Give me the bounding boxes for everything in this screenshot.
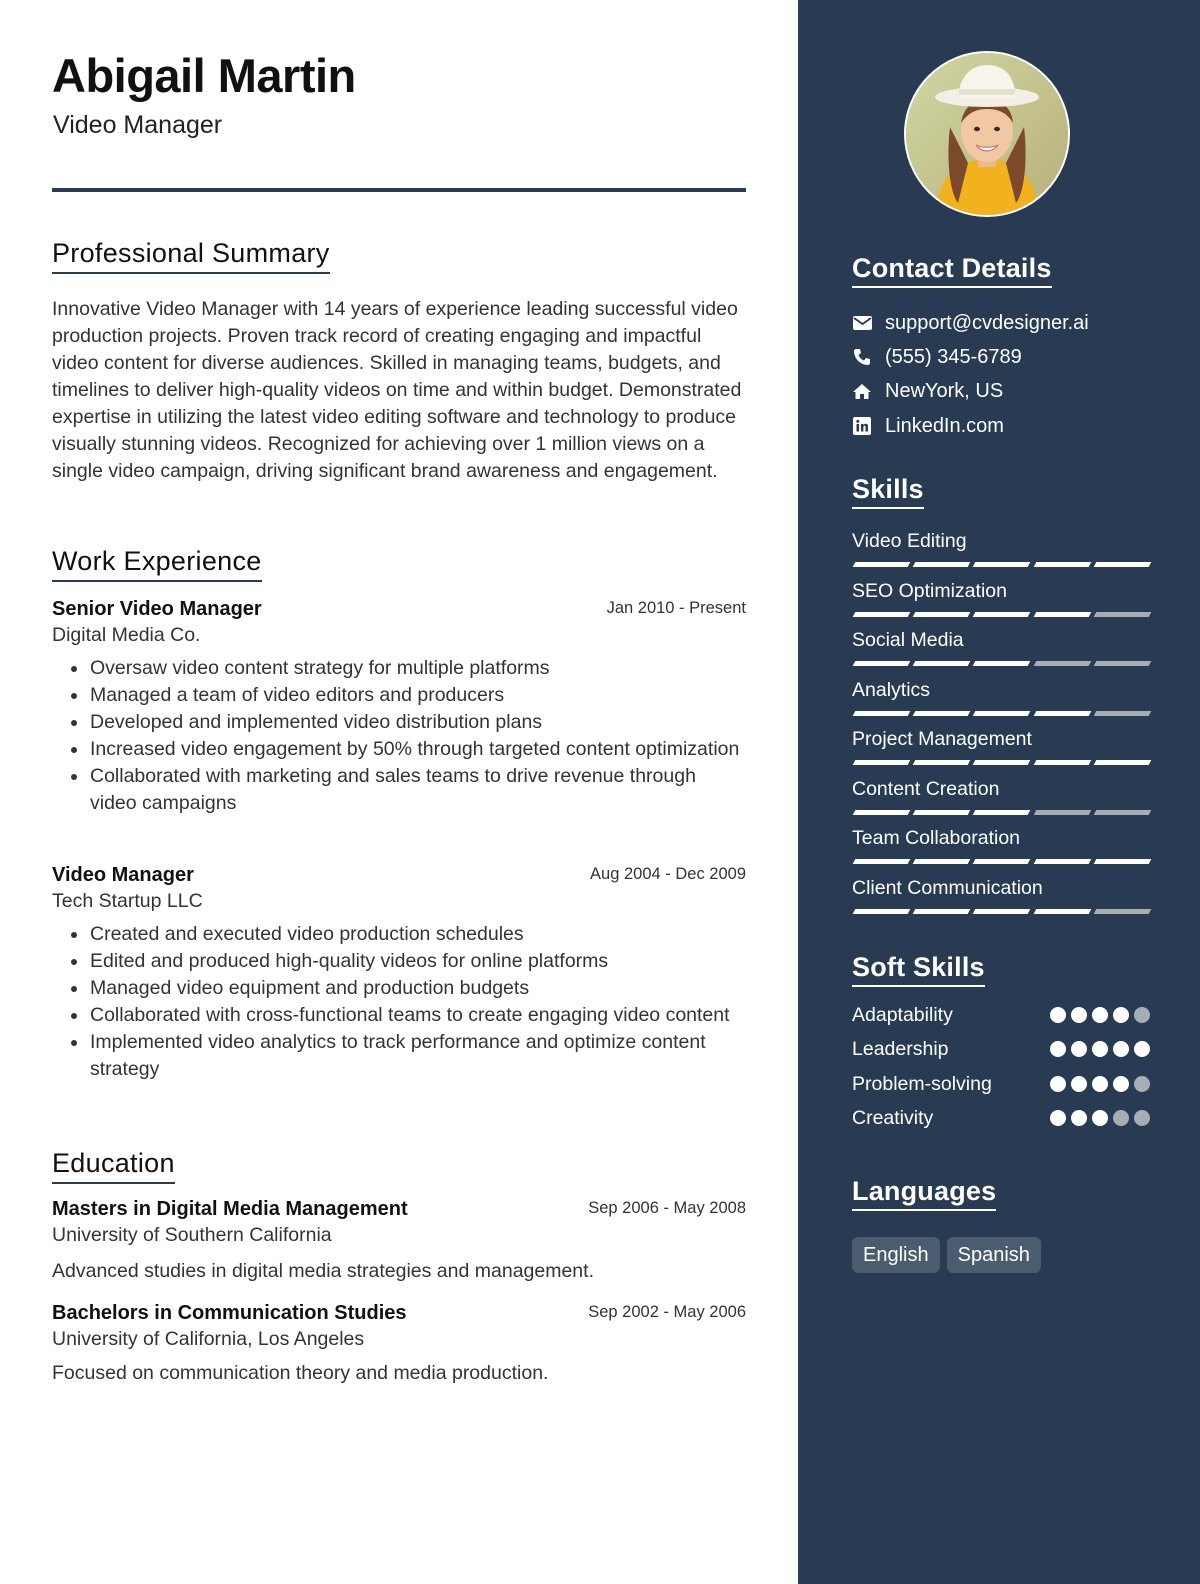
rating-dot bbox=[1050, 1007, 1066, 1023]
skill-level-segment bbox=[853, 711, 911, 716]
soft-skill-item bbox=[852, 1035, 1150, 1063]
skill-level-segment bbox=[1033, 661, 1091, 666]
skill-level-segment bbox=[853, 909, 911, 914]
rating-dot bbox=[1134, 1110, 1150, 1126]
job-bullets bbox=[52, 655, 746, 817]
degree-title: Bachelors in Communication Studies bbox=[52, 1302, 407, 1324]
list-item: • Implemented video analytics to track performance and optimize content strategy bbox=[89, 1029, 746, 1083]
skill-level-segment bbox=[973, 909, 1031, 914]
skill-level-segment bbox=[913, 760, 971, 765]
skill-label: Team Collaboration bbox=[852, 827, 1021, 849]
skill-level-segment bbox=[973, 612, 1031, 617]
summary-text: Innovative Video Manager with 14 years of experience leading successful video production projects. Proven track record of creating engaging and impactful video content for diverse audiences. Skilled in managing teams, budgets, and timelines to deliver high-quality videos on time and within budget. Demonstrated expertise in utilizing the latest video editing software and technology to produce visually stunning videos. Recognized for achieving over 1 million views on a single video campaign, driving significant brand awareness and engagement. bbox=[52, 298, 742, 482]
soft-skills-heading: Soft Skills bbox=[852, 952, 985, 987]
skill-level-bar bbox=[852, 612, 1150, 617]
list-item: • Collaborated with marketing and sales teams to drive revenue through video campaigns bbox=[89, 763, 746, 817]
skill-label: Social Media bbox=[852, 629, 964, 651]
soft-skill-rating bbox=[1050, 1076, 1150, 1092]
job-date: Aug 2004 - Dec 2009 bbox=[590, 865, 746, 883]
list-item: • Managed a team of video editors and producers bbox=[89, 682, 746, 709]
education-entry bbox=[52, 1196, 746, 1285]
location-text: NewYork, US bbox=[885, 379, 1004, 402]
rating-dot bbox=[1092, 1041, 1108, 1057]
rating-dot bbox=[1134, 1076, 1150, 1092]
skill-item bbox=[852, 726, 1150, 765]
language-chip: English bbox=[852, 1237, 940, 1273]
skill-level-segment bbox=[1093, 562, 1151, 567]
skill-level-segment bbox=[913, 612, 971, 617]
skill-level-segment bbox=[913, 810, 971, 815]
soft-skill-rating bbox=[1050, 1007, 1150, 1023]
list-item: • Developed and implemented video distribution plans bbox=[89, 709, 746, 736]
school-name: University of California, Los Angeles bbox=[52, 1328, 365, 1350]
job-entry bbox=[52, 596, 746, 817]
skill-level-segment bbox=[1033, 612, 1091, 617]
skill-level-segment bbox=[973, 859, 1031, 864]
education-heading: Education bbox=[52, 1148, 175, 1184]
contact-location bbox=[852, 377, 1003, 405]
skills-heading: Skills bbox=[852, 474, 924, 509]
skill-item bbox=[852, 875, 1150, 914]
skill-item bbox=[852, 776, 1150, 815]
home-icon bbox=[852, 381, 872, 401]
education-entry bbox=[52, 1300, 746, 1387]
skill-label: Analytics bbox=[852, 679, 931, 701]
rating-dot bbox=[1071, 1007, 1087, 1023]
candidate-role: Video Manager bbox=[53, 111, 223, 139]
skill-item bbox=[852, 677, 1150, 716]
skill-level-segment bbox=[1033, 562, 1091, 567]
rating-dot bbox=[1113, 1041, 1129, 1057]
skill-level-segment bbox=[1033, 810, 1091, 815]
job-bullets bbox=[52, 921, 746, 1083]
skill-level-segment bbox=[913, 859, 971, 864]
skill-level-bar bbox=[852, 562, 1150, 567]
skill-level-bar bbox=[852, 859, 1150, 864]
education-date: Sep 2006 - May 2008 bbox=[588, 1199, 746, 1217]
rating-dot bbox=[1134, 1007, 1150, 1023]
skill-level-segment bbox=[973, 562, 1031, 567]
rating-dot bbox=[1092, 1076, 1108, 1092]
summary-heading: Professional Summary bbox=[52, 238, 330, 274]
skill-level-segment bbox=[1033, 859, 1091, 864]
skill-level-segment bbox=[1093, 760, 1151, 765]
list-item: • Collaborated with cross-functional teams to create engaging video content bbox=[89, 1002, 746, 1029]
rating-dot bbox=[1113, 1007, 1129, 1023]
skill-level-segment bbox=[853, 810, 911, 815]
skill-level-bar bbox=[852, 810, 1150, 815]
skill-level-bar bbox=[852, 760, 1150, 765]
candidate-name: Abigail Martin bbox=[52, 49, 356, 102]
education-description: Focused on communication theory and media production. bbox=[52, 1362, 549, 1384]
list-item: • Oversaw video content strategy for multiple platforms bbox=[89, 655, 746, 682]
list-item: • Managed video equipment and production budgets bbox=[89, 975, 746, 1002]
job-company: Digital Media Co. bbox=[52, 624, 201, 646]
rating-dot bbox=[1113, 1076, 1129, 1092]
job-date: Jan 2010 - Present bbox=[606, 599, 746, 617]
list-item: • Created and executed video production schedules bbox=[89, 921, 746, 948]
rating-dot bbox=[1092, 1007, 1108, 1023]
skill-level-segment bbox=[1033, 760, 1091, 765]
skill-level-segment bbox=[1093, 612, 1151, 617]
degree-title: Masters in Digital Media Management bbox=[52, 1198, 408, 1220]
rating-dot bbox=[1071, 1110, 1087, 1126]
soft-skill-label: Adaptability bbox=[852, 1003, 953, 1026]
skill-level-segment bbox=[913, 562, 971, 567]
contact-email[interactable] bbox=[852, 309, 1089, 337]
rating-dot bbox=[1134, 1041, 1150, 1057]
skill-level-segment bbox=[913, 661, 971, 666]
list-item: • Increased video engagement by 50% through targeted content optimization bbox=[89, 736, 746, 763]
phone-text: (555) 345-6789 bbox=[885, 345, 1022, 368]
rating-dot bbox=[1071, 1076, 1087, 1092]
skill-level-segment bbox=[913, 909, 971, 914]
skill-level-segment bbox=[1093, 661, 1151, 666]
skill-level-segment bbox=[1093, 859, 1151, 864]
skill-level-bar bbox=[852, 711, 1150, 716]
skill-label: Content Creation bbox=[852, 778, 1000, 800]
contact-linkedin[interactable] bbox=[852, 412, 1004, 440]
rating-dot bbox=[1092, 1110, 1108, 1126]
language-chip: Spanish bbox=[947, 1237, 1041, 1273]
skill-label: Project Management bbox=[852, 728, 1032, 750]
skill-item bbox=[852, 528, 1150, 567]
header-divider bbox=[52, 188, 746, 192]
education-description: Advanced studies in digital media strategies and management. bbox=[52, 1260, 594, 1282]
skill-level-segment bbox=[973, 661, 1031, 666]
soft-skill-rating bbox=[1050, 1041, 1150, 1057]
rating-dot bbox=[1071, 1041, 1087, 1057]
rating-dot bbox=[1050, 1110, 1066, 1126]
linkedin-icon bbox=[852, 416, 872, 436]
job-entry bbox=[52, 862, 746, 1083]
job-company: Tech Startup LLC bbox=[52, 890, 203, 912]
job-title: Senior Video Manager bbox=[52, 598, 262, 620]
skill-level-segment bbox=[853, 562, 911, 567]
linkedin-text: LinkedIn.com bbox=[885, 414, 1004, 437]
experience-heading: Work Experience bbox=[52, 546, 262, 582]
skill-level-segment bbox=[1033, 711, 1091, 716]
skill-level-segment bbox=[853, 859, 911, 864]
envelope-icon bbox=[852, 313, 872, 333]
skill-item bbox=[852, 627, 1150, 666]
skill-level-segment bbox=[1093, 711, 1151, 716]
job-title: Video Manager bbox=[52, 864, 194, 886]
soft-skill-label: Leadership bbox=[852, 1037, 949, 1060]
skill-item bbox=[852, 825, 1150, 864]
skill-level-segment bbox=[853, 612, 911, 617]
skill-level-segment bbox=[1033, 909, 1091, 914]
avatar-illustration bbox=[906, 53, 1068, 215]
soft-skill-item bbox=[852, 1001, 1150, 1029]
rating-dot bbox=[1113, 1110, 1129, 1126]
skill-level-segment bbox=[973, 760, 1031, 765]
soft-skill-item bbox=[852, 1070, 1150, 1098]
skill-level-segment bbox=[973, 810, 1031, 815]
skill-level-bar bbox=[852, 661, 1150, 666]
education-date: Sep 2002 - May 2006 bbox=[588, 1303, 746, 1321]
skill-level-segment bbox=[1093, 909, 1151, 914]
languages-heading: Languages bbox=[852, 1176, 996, 1211]
skill-label: SEO Optimization bbox=[852, 580, 1007, 602]
soft-skill-label: Creativity bbox=[852, 1106, 934, 1129]
skill-item bbox=[852, 578, 1150, 617]
skill-level-segment bbox=[1093, 810, 1151, 815]
soft-skill-item bbox=[852, 1104, 1150, 1132]
rating-dot bbox=[1050, 1041, 1066, 1057]
skill-label: Video Editing bbox=[852, 530, 967, 552]
skill-level-segment bbox=[853, 661, 911, 666]
rating-dot bbox=[1050, 1076, 1066, 1092]
skill-level-segment bbox=[853, 760, 911, 765]
soft-skill-label: Problem-solving bbox=[852, 1072, 992, 1095]
contact-heading: Contact Details bbox=[852, 253, 1052, 288]
languages-list bbox=[852, 1237, 1041, 1273]
email-text: support@cvdesigner.ai bbox=[885, 311, 1089, 334]
list-item: • Edited and produced high-quality videos for online platforms bbox=[89, 948, 746, 975]
skill-level-segment bbox=[973, 711, 1031, 716]
phone-icon bbox=[852, 347, 872, 367]
soft-skill-rating bbox=[1050, 1110, 1150, 1126]
profile-photo bbox=[904, 51, 1070, 217]
skill-level-segment bbox=[913, 711, 971, 716]
school-name: University of Southern California bbox=[52, 1224, 332, 1246]
contact-phone[interactable] bbox=[852, 343, 1022, 371]
skill-label: Client Communication bbox=[852, 877, 1043, 899]
skill-level-bar bbox=[852, 909, 1150, 914]
